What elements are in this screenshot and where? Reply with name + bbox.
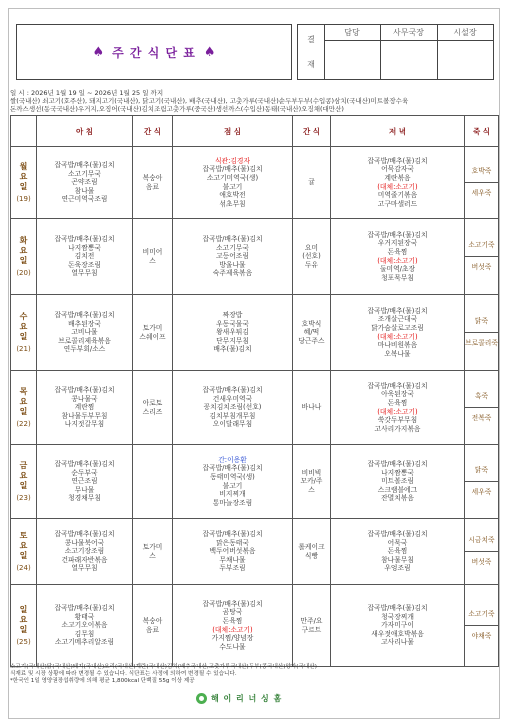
breakfast-cell [37, 519, 133, 585]
menu-item: 식빵 [304, 551, 319, 560]
juk-item: 세우죽 [471, 189, 492, 197]
juk-cell [465, 295, 499, 371]
day-label: 토 요 일 (24) [11, 519, 37, 585]
menu-item: 새우젓애호박볶음 [371, 629, 424, 638]
menu-item: 열무무침 [71, 269, 98, 278]
menu-item: 콩나물북어국 [64, 538, 105, 547]
menu-item: 연근조림 [71, 477, 98, 486]
col-breakfast: 아 침 [37, 116, 133, 147]
origin-info-2: 돈까스생선(동국국내산)우거지,오징어(국내산)김치조림고춧가루(중국산)생선까스(수입산)동태(국내산)오징채(대만산) [10, 105, 344, 113]
menu-item: 나지짬뽕국 [68, 243, 101, 252]
menu-item: 스크램블에그 [377, 485, 418, 494]
menu-item: 오복나물 [384, 349, 411, 358]
juk-item: 닭죽 [465, 311, 498, 333]
menu-item: 수도나물 [219, 642, 246, 651]
menu-item: 잡곡밥/배추(물)김치 [54, 604, 115, 613]
menu-item: 고구마샐러드 [377, 199, 418, 208]
menu-item: (대체:소고기) [377, 256, 418, 265]
menu-item: 김무침 [74, 629, 95, 638]
menu-item: 잡곡밥/배추(물)김치 [202, 165, 263, 174]
juk-cell [465, 445, 499, 519]
menu-item: 소고기무국 [68, 169, 101, 178]
menu-item: 섞초무침 [219, 199, 246, 208]
menu-item: 돈육찜 [387, 547, 408, 556]
menu-item: 콩나물국 [71, 394, 98, 403]
menu-item: 비미어 [142, 247, 163, 256]
menu-item: 아욱된장국 [381, 390, 414, 399]
juk-cell [465, 519, 499, 585]
menu-item: 비비빅 [301, 468, 322, 477]
menu-item: 왕새우튀김 [216, 328, 249, 337]
menu-item: 소고기무국 [216, 243, 249, 252]
menu-item: 잡곡밥/배추(물)김치 [367, 460, 428, 469]
menu-item: 복숭아 [142, 616, 163, 625]
breakfast-cell [37, 585, 133, 667]
menu-item: 잡곡밥/배추(물)김치 [367, 156, 428, 165]
menu-item: 잡곡밥/배추(물)김치 [202, 464, 263, 473]
juk-item: 야채죽 [471, 632, 492, 640]
lunch-cell [173, 519, 293, 585]
menu-item: 닭가슴살로고조림 [371, 323, 424, 332]
juk-cell [465, 147, 499, 219]
title-box [16, 24, 292, 80]
juk-cell [465, 585, 499, 667]
menu-item: 짜장밥 [222, 311, 243, 320]
menu-item: 스쉐이프 [139, 332, 166, 341]
lunch-cell [173, 219, 293, 295]
snack-pm-cell [293, 445, 331, 519]
menu-item: 통마늘장조림 [212, 498, 253, 507]
day-label: 화 요 일 (20) [11, 219, 37, 295]
col-snack-am: 간 식 [133, 116, 173, 147]
menu-item: 동태미역국(생) [210, 472, 255, 481]
menu-item: 순두부국 [71, 468, 98, 477]
approval-box [297, 24, 494, 80]
menu-item: 맑은동태국 [216, 538, 249, 547]
table-row [11, 147, 499, 219]
menu-item: 잡곡밥/배추(물)김치 [54, 161, 115, 170]
menu-item: 배추된장국 [68, 319, 101, 328]
menu-item: 두부조림 [219, 564, 246, 573]
menu-item: 불고기 [222, 182, 243, 191]
juk-item: 세우죽 [471, 488, 492, 496]
menu-item: 식관:김경자 [214, 156, 251, 165]
menu-item: 무나물 [74, 485, 95, 494]
juk-item: 소고기죽 [465, 604, 498, 626]
lunch-cell [173, 445, 293, 519]
snack-am-cell [133, 147, 173, 219]
snack-pm-cell [293, 147, 331, 219]
menu-item: 잡곡밥/배추(물)김치 [54, 460, 115, 469]
menu-item: 고비나물 [71, 328, 98, 337]
menu-item: 어묵국 [387, 538, 408, 547]
day-date: (20) [16, 268, 31, 277]
facility-logo [196, 693, 282, 704]
menu-item: 잡곡밥/배추(물)김치 [54, 386, 115, 395]
snack-am-cell [133, 219, 173, 295]
menu-item: 애호박전 [219, 191, 246, 200]
menu-item: 바나나 [301, 403, 322, 412]
menu-item: 고사리가지볶음 [374, 424, 421, 433]
menu-item: 우동국물국 [216, 319, 249, 328]
juk-item: 버섯죽 [471, 263, 492, 271]
day-label: 월 요 일 (19) [11, 147, 37, 219]
snack-am-cell [133, 585, 173, 667]
approval-col-manager: 담당 [324, 25, 381, 79]
menu-table [10, 115, 499, 667]
menu-item: 청경채무침 [68, 494, 101, 503]
menu-item: 잡곡밥/배추(물)김치 [367, 306, 428, 315]
dinner-cell [331, 585, 465, 667]
dinner-cell [331, 519, 465, 585]
menu-item: 마나비원볶음 [377, 341, 418, 350]
menu-item: 롤케이크 [298, 542, 325, 551]
snack-am-cell [133, 445, 173, 519]
menu-item: 계란볶음 [384, 173, 411, 182]
menu-item: 잡곡밥/배추(물)김치 [367, 604, 428, 613]
menu-item: 잡곡밥/배추(물)김치 [54, 311, 115, 320]
table-row [11, 445, 499, 519]
dinner-cell [331, 219, 465, 295]
menu-item: 돈육장조림 [68, 260, 101, 269]
menu-item: 구르트 [301, 625, 322, 634]
menu-item: 황태국 [74, 612, 95, 621]
spade-icon: ♠ [203, 44, 216, 60]
day-label: 수 요 일 (21) [11, 295, 37, 371]
juk-item: 시금치죽 [465, 530, 498, 552]
menu-item: 잡곡밥/배추(물)김치 [367, 381, 428, 390]
approval-col-secretary: 사무국장 [380, 25, 438, 79]
menu-item: 고등어조림 [216, 252, 249, 261]
menu-item: 숙주제육볶음 [212, 269, 253, 278]
snack-am-cell [133, 295, 173, 371]
menu-item: 토가미 [142, 323, 163, 332]
menu-item: 열무무침 [71, 564, 98, 573]
breakfast-cell [37, 295, 133, 371]
col-lunch: 점 심 [173, 116, 293, 147]
menu-item: 백두어버섯볶음 [209, 547, 256, 556]
footer-nutrition: *한국인 1일 영양권장섭취량에 의해 평균 1,800kcal 단백질 55g 이상 제공 [10, 678, 195, 684]
menu-item: 꽁치김치조림(선호) [203, 403, 262, 412]
menu-item: 음료 [145, 625, 160, 634]
menu-item: (대체:소고기) [377, 182, 418, 191]
day-date: (19) [16, 194, 31, 203]
dinner-cell [331, 445, 465, 519]
approval-col-director: 시설장 [437, 25, 493, 79]
footer-origin: 소고기(국내산)닭(국내산)돼지(국내산)오리(국내산)계란(국내산)김치(배추국내산,고춧가루국내산)두부(콩국내산)양파(국내산) [10, 664, 317, 670]
menu-item: 잡곡밥/배추(물)김치 [202, 386, 263, 395]
menu-item: (대체:소고기) [377, 332, 418, 341]
table-row [11, 219, 499, 295]
day-date: (25) [16, 637, 31, 646]
menu-item: 잡곡밥/배추(물)김치 [54, 530, 115, 539]
juk-cell [465, 219, 499, 295]
logo-icon [196, 693, 207, 704]
menu-item: 복숭아 [142, 173, 163, 182]
table-row [11, 371, 499, 445]
menu-item: 배추(물)김치 [213, 345, 252, 354]
menu-item: 곤약조림 [71, 178, 98, 187]
menu-item: 방울나물 [219, 260, 246, 269]
menu-item: 잡곡밥/배추(물)김치 [202, 235, 263, 244]
menu-item: 건새우미역국 [212, 394, 253, 403]
menu-item: 소고기장조림 [64, 547, 105, 556]
menu-item: 돈육찜 [387, 398, 408, 407]
juk-item: 소고기죽 [465, 235, 498, 257]
day-date: (24) [16, 563, 31, 572]
menu-item: 만주/요 [300, 616, 323, 625]
day-date: (21) [16, 344, 31, 353]
menu-item: 나지짬뽕국 [381, 468, 414, 477]
menu-item: 불고기 [222, 481, 243, 490]
lunch-cell [173, 371, 293, 445]
menu-item: 쑥갓두부무침 [377, 416, 418, 425]
menu-item: 귤 [308, 178, 315, 187]
menu-item: 잡곡밥/배추(물)김치 [367, 530, 428, 539]
menu-item: 둘미역/초장 [379, 265, 416, 274]
menu-item: 곰탕국 [222, 608, 243, 617]
juk-item: 호박죽 [465, 161, 498, 183]
menu-item: 김치전 [74, 252, 95, 261]
dinner-cell [331, 371, 465, 445]
lunch-cell [173, 295, 293, 371]
page-title: 주 간 식 단 표 [112, 45, 196, 60]
menu-item: 모카/주 [300, 477, 323, 486]
snack-pm-cell [293, 219, 331, 295]
day-label: 목 요 일 (22) [11, 371, 37, 445]
breakfast-cell [37, 371, 133, 445]
approval-side-label: 결 재 [298, 25, 325, 79]
menu-item: 무채나물 [219, 555, 246, 564]
menu-item: 당근주스 [298, 336, 325, 345]
menu-item: 소고기미역국(생) [206, 173, 259, 182]
snack-pm-cell [293, 295, 331, 371]
menu-item: 우엉조림 [384, 564, 411, 573]
menu-item: 청포묵무침 [381, 273, 414, 282]
logo-text: 해 이 리 너 싱 홈 [211, 694, 283, 703]
menu-item: (선호) [302, 252, 321, 261]
menu-item: 브로콜리제육볶음 [58, 336, 111, 345]
menu-item: 호박식 [301, 319, 322, 328]
menu-item: 스 [149, 256, 156, 265]
menu-item: 요미 [304, 243, 319, 252]
menu-item: 스 [308, 485, 315, 494]
snack-pm-cell [293, 519, 331, 585]
day-date: (23) [16, 493, 31, 502]
menu-item: 잔멸치볶음 [381, 494, 414, 503]
origin-info-1: 쌀(국내산) 쇠고기(호주산), 돼지고기(국내산), 닭고기(국내산), 배추(국내산), 고춧가루(국내산)순두부두부(수입콩)삼치(국내산)미트볼장수육 [10, 97, 409, 105]
menu-item: 스리즈 [142, 407, 163, 416]
juk-cell [465, 371, 499, 445]
menu-item: 잡곡밥/배추(물)김치 [202, 599, 263, 608]
breakfast-cell [37, 147, 133, 219]
menu-item: 혜/떡 [303, 328, 320, 337]
menu-item: 돈육찜 [387, 247, 408, 256]
menu-item: 돈육찜 [222, 616, 243, 625]
menu-item: 미역줄기볶음 [377, 191, 418, 200]
day-date: (22) [16, 419, 31, 428]
day-label: 금 요 일 (23) [11, 445, 37, 519]
menu-item: (대체:소고기) [377, 407, 418, 416]
menu-item: 조개살근대국 [377, 315, 418, 324]
day-label: 일 요 일 (25) [11, 585, 37, 667]
menu-item: 연두부회/소스 [63, 345, 106, 354]
menu-item: 나지젓갈무침 [64, 420, 105, 429]
header [16, 24, 494, 80]
menu-item: 비지찌개 [219, 490, 246, 499]
menu-item: 오이달래무침 [212, 420, 253, 429]
menu-item: 참나물 [74, 186, 95, 195]
menu-item: 어묵감자국 [381, 165, 414, 174]
snack-pm-cell [293, 371, 331, 445]
col-juk: 죽 식 [465, 116, 499, 147]
juk-item: 닭죽 [465, 460, 498, 482]
table-row [11, 585, 499, 667]
col-snack-pm: 간 식 [293, 116, 331, 147]
juk-item: 브로콜리죽 [465, 339, 498, 347]
spade-icon: ♠ [92, 44, 105, 60]
menu-item: 두유 [304, 260, 319, 269]
menu-item: 건파래자반볶음 [61, 555, 108, 564]
footer-notice: 식재료 및 시장 상황에 따라 변경될 수 있습니다. 식단표는 사정에 의하여 변경될 수 있습니다. [10, 671, 237, 677]
menu-item: 우거지된장국 [377, 239, 418, 248]
menu-item: 간:이용환 [218, 455, 247, 464]
menu-item: 고사리나물 [381, 638, 414, 647]
juk-item: 버섯죽 [471, 558, 492, 566]
menu-item: 단무지무침 [216, 336, 249, 345]
lunch-cell [173, 147, 293, 219]
menu-item: 음료 [145, 182, 160, 191]
col-dinner: 저 녁 [331, 116, 465, 147]
table-row [11, 295, 499, 371]
menu-item: (대체:소고기) [212, 625, 253, 634]
dinner-cell [331, 295, 465, 371]
menu-item: 참나물두부무침 [61, 411, 108, 420]
menu-item: 김치부침개무침 [209, 411, 256, 420]
menu-item: 스 [149, 551, 156, 560]
snack-am-cell [133, 519, 173, 585]
menu-item: 소고기오이볶음 [61, 621, 108, 630]
table-header-row [11, 116, 499, 147]
menu-item: 토가미 [142, 542, 163, 551]
dinner-cell [331, 147, 465, 219]
menu-item: 가지찜/양념장 [211, 634, 254, 643]
table-row [11, 519, 499, 585]
menu-item: 참나물무침 [381, 555, 414, 564]
menu-item: 가자미구이 [381, 621, 414, 630]
juk-item: 전복죽 [471, 414, 492, 422]
snack-pm-cell [293, 585, 331, 667]
juk-item: 흑죽 [465, 386, 498, 408]
menu-item: 미트볼조림 [381, 477, 414, 486]
menu-item: 계란찜 [74, 403, 95, 412]
lunch-cell [173, 585, 293, 667]
date-range: 일 시 : 2026년 1월 19 일 ~ 2026년 1월 25 일 까지 [10, 89, 164, 97]
menu-item: 잡곡밥/배추(물)김치 [202, 530, 263, 539]
menu-item: 잡곡밥/배추(물)김치 [367, 230, 428, 239]
menu-item: 청국장찌개 [381, 612, 414, 621]
menu-item: 소고기메추리알조림 [54, 638, 115, 647]
menu-item: 잡곡밥/배추(물)김치 [54, 235, 115, 244]
snack-am-cell [133, 371, 173, 445]
breakfast-cell [37, 219, 133, 295]
menu-item: 아로토 [142, 398, 163, 407]
breakfast-cell [37, 445, 133, 519]
menu-item: 연근미역국조림 [61, 195, 108, 204]
